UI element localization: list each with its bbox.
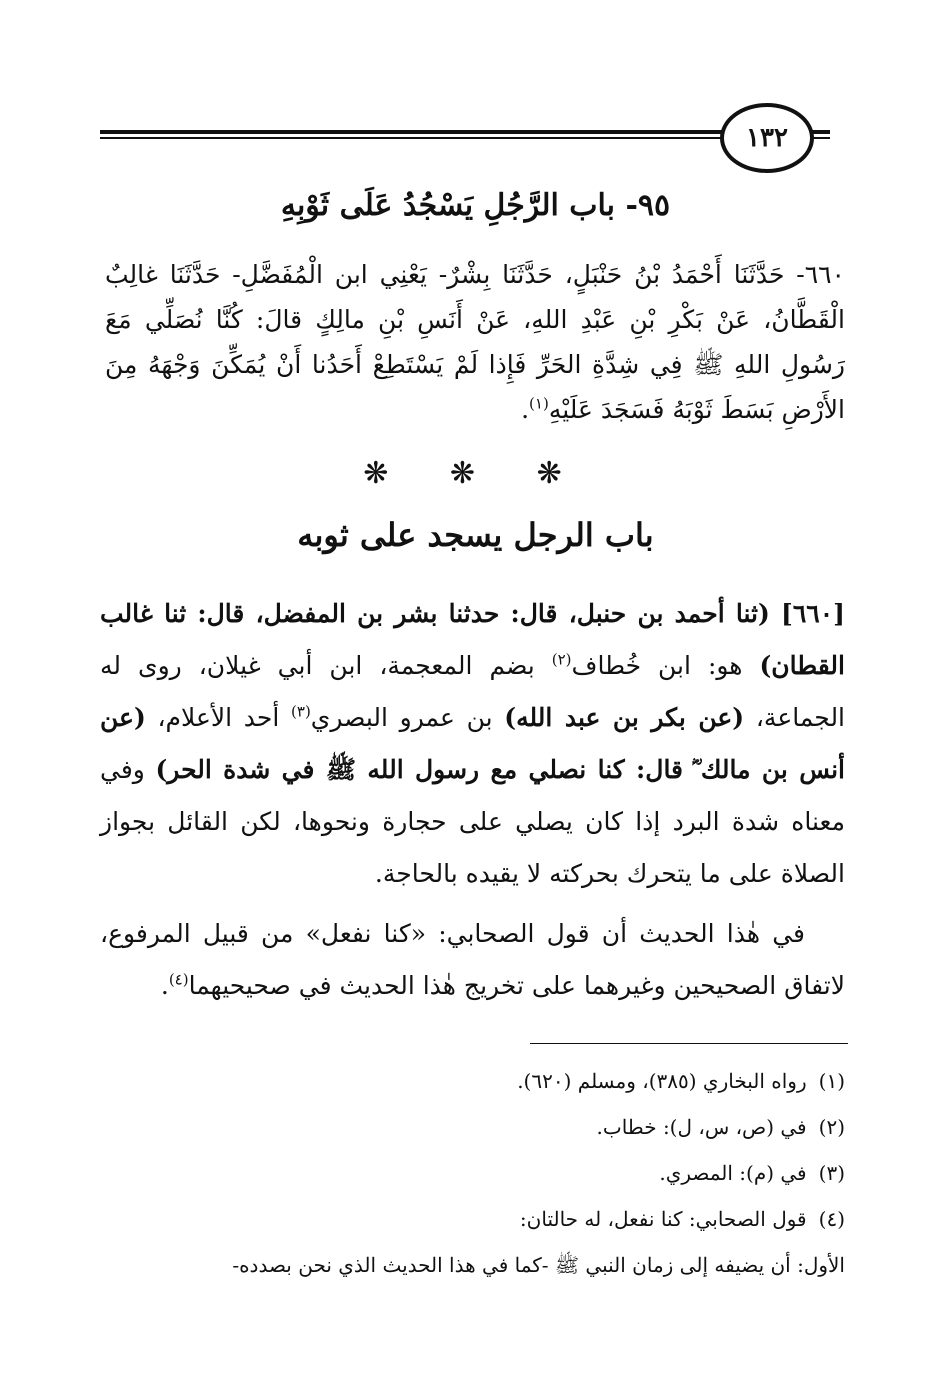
page-number: ١٣٢ (746, 123, 788, 153)
commentary-paragraph-1: [٦٦٠] (ثنا أحمد بن حنبل، قال: حدثنا بشر بن المفضل، قال: ثنا غالب القطان) هو: ابن خُطاف$^{(٢)}$ بضم المعجمة، ابن أبي غيلان، روى له الجماعة، (عن بكر بن عبد الله) بن عمرو البصري$^{(٣)}$ أحد الأعلام، (عن أنس بن مالك ؓ قال: كنا نصلي مع رسول الله ﷺ في شدة الحر) وفي معناه شدة البرد إذا كان يصلي على حجارة ونحوها، لكن القائل بجواز الصلاة على ما يتحرك بحركته لا يقيده بالحاجة. (100, 599, 846, 888)
section-separator: ❋ ❋ ❋ (363, 456, 588, 491)
page-number-badge (720, 103, 814, 173)
footnote-1: (١)رواه البخاري (٣٨٥)، ومسلم (٦٢٠). (517, 1069, 845, 1093)
chapter-title: ٩٥- باب الرَّجُلِ يَسْجُدُ عَلَى ثَوْبِهِ (280, 188, 671, 223)
footnote-ref-4[interactable]: (٤) (168, 970, 189, 989)
footnotes (100, 1058, 845, 1288)
commentary-text (100, 588, 845, 1012)
footnote-2: (٢)في (ص، س، ل): خطاب. (596, 1115, 845, 1139)
footnote-4-continuation: الأول: أن يضيفه إلى زمان النبي ﷺ -كما في هذا الحديث الذي نحن بصدده- (232, 1253, 845, 1277)
footnote-ref-3[interactable]: (٣) (291, 702, 311, 721)
footnote-3: (٣)في (م): المصري. (659, 1161, 845, 1185)
footnote-divider (530, 1043, 848, 1044)
commentary-paragraph-2: في هٰذا الحديث أن قول الصحابي: «كنا نفعل» من قبيل المرفوع، لاتفاق الصحيحين وغيرهما على تخريج هٰذا الحديث في صحيحيهما$^{(٤)}$. (100, 919, 845, 1000)
footnote-4: (٤)قول الصحابي: كنا نفعل، له حالتان: (519, 1207, 845, 1231)
footnote-ref-1[interactable]: (١) (529, 394, 549, 413)
hadith-text: ٦٦٠- حَدَّثَنَا أَحْمَدُ بْنُ حَنْبَلٍ، حَدَّثَنَا بِشْرٌ- يَعْنِي ابن الْمُفَضَّلِ- حَدَّثَنَا غالِبٌ الْقَطَّانُ، عَنْ بَكْرِ بْنِ عَبْدِ اللهِ، عَنْ أَنَسِ بْنِ مالِكٍ قالَ: كُنَّا نُصَلِّي مَعَ رَسُولِ اللهِ ﷺ فِي شِدَّةِ الحَرِّ فَإِذا لَمْ يَسْتَطِعْ أَحَدُنا أَنْ يُمَكِّنَ وَجْهَهُ مِنَ الأَرْضِ بَسَطَ ثَوْبَهُ فَسَجَدَ عَلَيْهِ$^{(١)}$. (105, 260, 845, 424)
commentary-title: باب الرجل يسجد على ثوبه (297, 516, 654, 554)
hadith-body: ٦٦٠- حَدَّثَنَا أَحْمَدُ بْنُ حَنْبَلٍ، حَدَّثَنَا بِشْرٌ- يَعْنِي ابن الْمُفَضَّلِ- حَدَّثَنَا غالِبٌ الْقَطَّانُ، عَنْ بَكْرِ بْنِ عَبْدِ اللهِ، عَنْ أَنَسِ بْنِ مالِكٍ قالَ: كُنَّا نُصَلِّي مَعَ رَسُولِ اللهِ ﷺ فِي شِدَّةِ الحَرِّ فَإِذا لَمْ يَسْتَطِعْ أَحَدُنا أَنْ يُمَكِّنَ وَجْهَهُ مِنَ الأَرْضِ بَسَطَ ثَوْبَهُ فَسَجَدَ عَلَيْهِ (105, 260, 845, 424)
footnote-ref-2[interactable]: (٢) (551, 650, 572, 669)
